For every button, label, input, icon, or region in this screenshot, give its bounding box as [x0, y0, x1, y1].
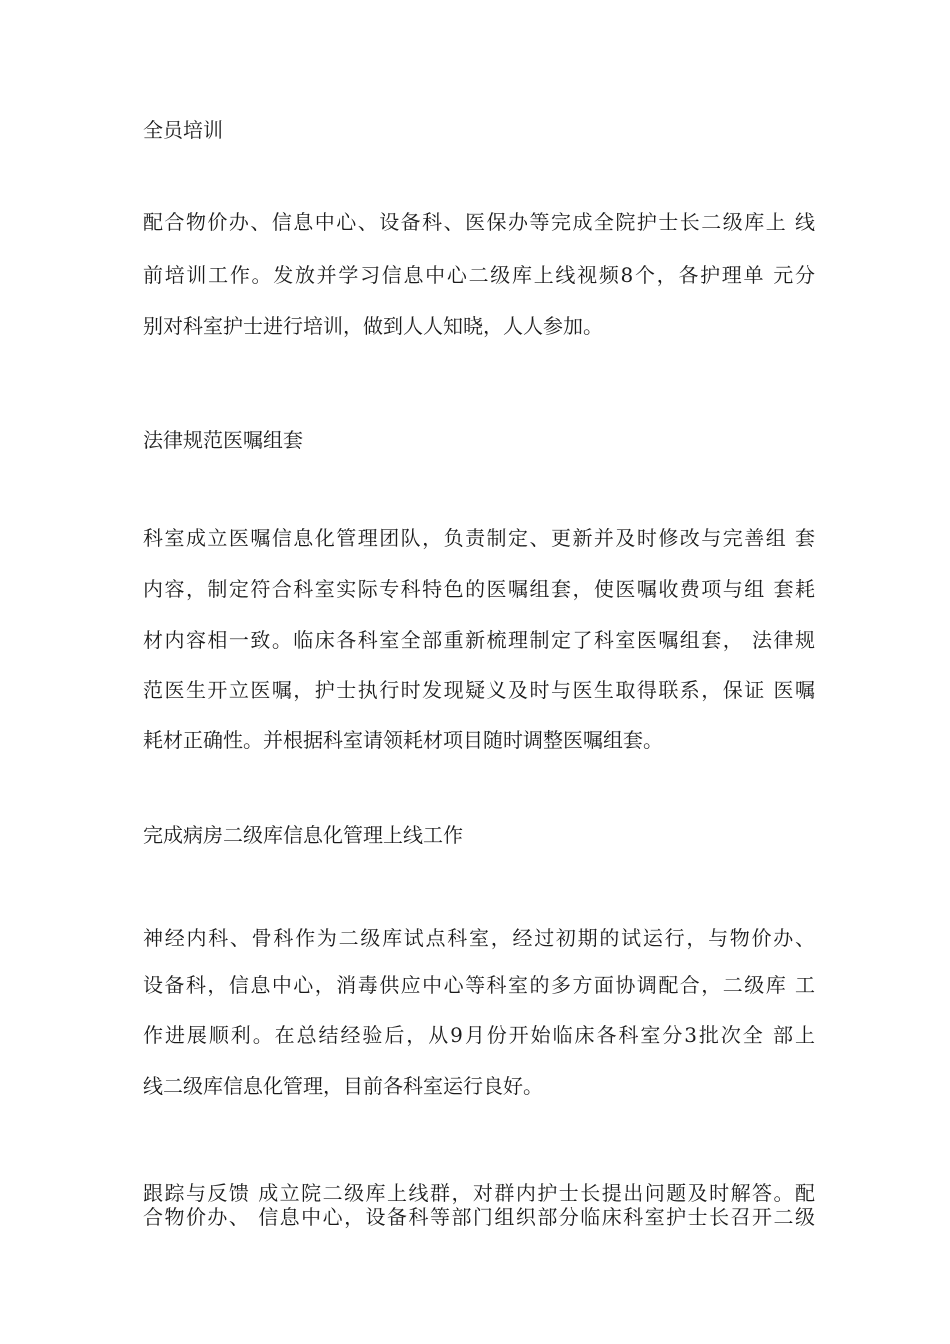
paragraph-line: 跟踪与反馈 成立院二级库上线群，对群内护士长提出问题及时解答。配	[143, 1181, 815, 1205]
paragraph-line: 内容，制定符合科室实际专科特色的医嘱组套，使医嘱收费项与组 套耗	[143, 577, 815, 601]
paragraph-line: 线二级库信息化管理，目前各科室运行良好。	[143, 1074, 543, 1098]
paragraph-line: 神经内科、骨科作为二级库试点科室，经过初期的试运行，与物价办、	[143, 926, 815, 950]
paragraph-line: 合物价办、 信息中心，设备科等部门组织部分临床科室护士长召开二级	[143, 1205, 815, 1229]
paragraph-line: 耗材正确性。并根据科室请领耗材项目随时调整医嘱组套。	[143, 728, 663, 752]
section-heading-staff-training: 全员培训	[143, 118, 223, 142]
paragraph-line: 作进展顺利。在总结经验后，从9月份开始临床各科室分3批次全 部上	[143, 1023, 815, 1047]
paragraph-line: 范医生开立医嘱，护士执行时发现疑义及时与医生取得联系，保证 医嘱	[143, 678, 815, 702]
paragraph-line: 设备科，信息中心，消毒供应中心等科室的多方面协调配合，二级库 工	[143, 973, 815, 997]
section-heading-order-sets: 法律规范医嘱组套	[143, 428, 303, 452]
paragraph-line: 别对科室护士进行培训，做到人人知晓，人人参加。	[143, 314, 603, 338]
section-heading-ward-inventory: 完成病房二级库信息化管理上线工作	[143, 823, 463, 847]
paragraph-line: 前培训工作。发放并学习信息中心二级库上线视频8个，各护理单 元分	[143, 263, 815, 287]
paragraph-line: 配合物价办、信息中心、设备科、医保办等完成全院护士长二级库上 线	[143, 210, 815, 234]
paragraph-line: 科室成立医嘱信息化管理团队，负责制定、更新并及时修改与完善组 套	[143, 526, 815, 550]
paragraph-line: 材内容相一致。临床各科室全部重新梳理制定了科室医嘱组套， 法律规	[143, 628, 815, 652]
